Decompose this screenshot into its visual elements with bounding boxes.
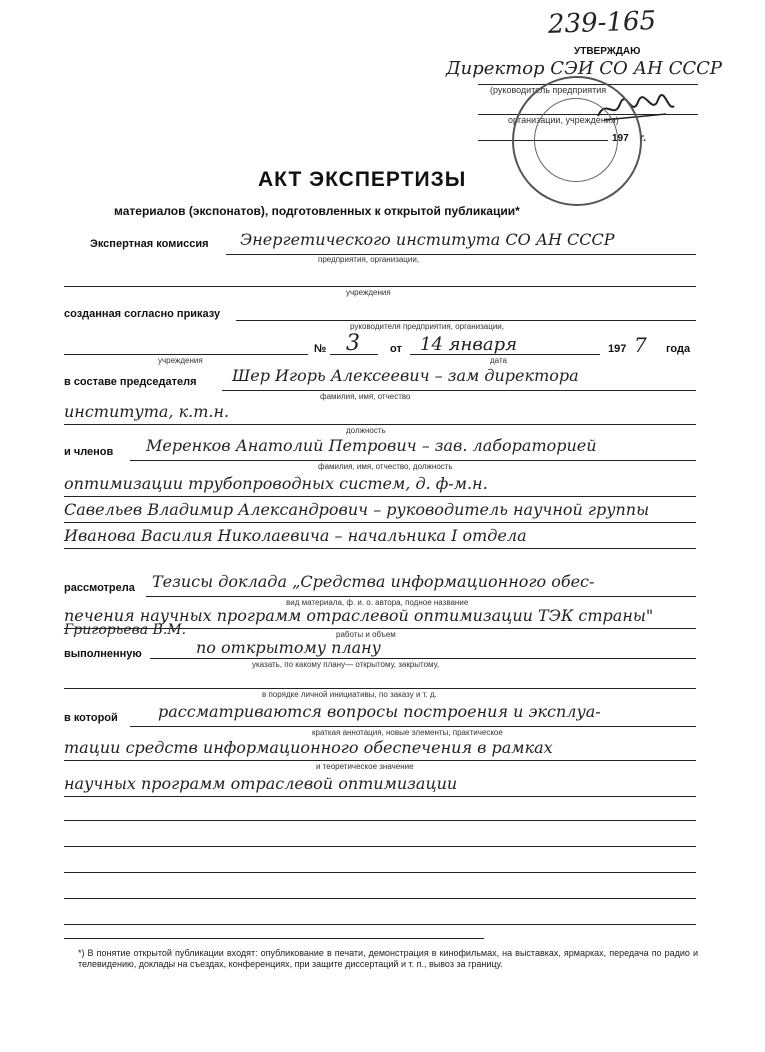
commission-line-2 bbox=[64, 286, 696, 287]
order-caption-inst: учреждения bbox=[158, 356, 203, 365]
order-number-sign: № bbox=[314, 343, 327, 355]
approval-year-prefix: 197 bbox=[612, 133, 629, 144]
commission-caption-2: учреждения bbox=[346, 288, 391, 297]
in-which-rule-2 bbox=[64, 760, 696, 761]
approval-caption-head: (руководитель предприятия bbox=[490, 85, 607, 95]
order-line-1 bbox=[236, 320, 696, 321]
blank-rule-2 bbox=[64, 846, 696, 847]
order-year-prefix: 197 bbox=[608, 343, 627, 355]
approval-caption-org: организации, учреждения) bbox=[508, 115, 619, 125]
commission-line-1 bbox=[226, 254, 696, 255]
registration-number: 239-165 bbox=[547, 6, 657, 40]
members-line-4: Иванова Василия Николаевича – начальника I отдела bbox=[64, 526, 527, 545]
members-rule-2 bbox=[64, 496, 696, 497]
commission-value: Энергетического института СО АН СССР bbox=[240, 230, 615, 249]
blank-rule-3 bbox=[64, 872, 696, 873]
approval-year-suffix: г. bbox=[640, 133, 646, 144]
in-which-line-3: научных программ отраслевой оптимизации bbox=[64, 774, 458, 793]
order-year-digit: 7 bbox=[634, 333, 647, 357]
members-line-1: Меренков Анатолий Петрович – зав. лабораторией bbox=[146, 436, 597, 455]
reviewed-line-3: Григорьева В.М. bbox=[64, 622, 187, 638]
in-which-label: в которой bbox=[64, 712, 118, 724]
round-seal-inner bbox=[534, 98, 618, 182]
reviewed-label: рассмотрела bbox=[64, 582, 135, 594]
order-from-label: от bbox=[390, 343, 402, 355]
members-rule-1 bbox=[130, 460, 696, 461]
performed-rule-1 bbox=[150, 658, 696, 659]
performed-caption-2: в порядке личной инициативы, по заказу и т. д. bbox=[262, 690, 437, 699]
performed-rule-2 bbox=[64, 688, 696, 689]
approval-label: УТВЕРЖДАЮ bbox=[574, 46, 641, 57]
chairman-caption: фамилия, имя, отчество bbox=[320, 392, 411, 401]
reviewed-caption-1: вид материала, ф. и. о. автора, подное название bbox=[286, 598, 469, 607]
reviewed-line-1: Тезисы доклада „Средства информационного обес- bbox=[152, 572, 595, 591]
in-which-rule-3 bbox=[64, 796, 696, 797]
commission-caption-1: предприятия, организации, bbox=[318, 255, 420, 264]
order-number-line bbox=[330, 354, 378, 355]
order-line-2 bbox=[64, 354, 308, 355]
footnote-separator bbox=[64, 938, 484, 939]
in-which-caption-1: краткая аннотация, новые элементы, практическое bbox=[312, 728, 503, 737]
members-rule-3 bbox=[64, 522, 696, 523]
document-subtitle: материалов (экспонатов), подготовленных к открытой публикации* bbox=[114, 204, 520, 218]
chairman-rule-2 bbox=[64, 424, 696, 425]
performed-value: по открытому плану bbox=[196, 638, 381, 657]
blank-rule-1 bbox=[64, 820, 696, 821]
commission-label: Экспертная комиссия bbox=[90, 238, 209, 250]
round-seal-icon bbox=[512, 76, 642, 206]
chairman-line-1: Шер Игорь Алексеевич – зам директора bbox=[232, 366, 579, 385]
in-which-line-1: рассматриваются вопросы построения и эксплуа- bbox=[158, 702, 601, 721]
in-which-caption-2: и теоретическое значение bbox=[316, 762, 414, 771]
members-rule-4 bbox=[64, 548, 696, 549]
order-date-caption: дата bbox=[490, 356, 507, 365]
order-date: 14 января bbox=[420, 334, 518, 355]
chairman-rule-1 bbox=[222, 390, 696, 391]
chairman-line-2: института, к.т.н. bbox=[64, 402, 230, 421]
blank-rule-5 bbox=[64, 924, 696, 925]
in-which-rule-1 bbox=[130, 726, 696, 727]
footnote: *) В понятие открытой публикации входят: опубликование в печати, демонстрация в кинофильмах, на выставках, ярмарках, передача по радио и телевидению, доклады на съездах, конференциях, при защите диссертаций и т. п., вывоз за границу. bbox=[78, 948, 698, 969]
order-year-label: года bbox=[666, 343, 691, 355]
reviewed-caption-2: работы и объем bbox=[336, 630, 396, 639]
in-which-line-2: тации средств информационного обеспечения в рамках bbox=[64, 738, 553, 757]
chairman-label: в составе председателя bbox=[64, 376, 197, 388]
order-caption-head: руководителя предприятия, организации, bbox=[350, 322, 504, 331]
document-title: АКТ ЭКСПЕРТИЗЫ bbox=[258, 168, 467, 191]
chairman-caption-2: должность bbox=[346, 426, 386, 435]
reviewed-rule-1 bbox=[146, 596, 696, 597]
members-line-2: оптимизации трубопроводных систем, д. ф-м.н. bbox=[64, 474, 488, 493]
members-label: и членов bbox=[64, 446, 114, 458]
order-date-line bbox=[410, 354, 600, 355]
performed-caption-1: указать, по какому плану— открытому, закрытому, bbox=[252, 660, 440, 669]
order-label: созданная согласно приказу bbox=[64, 308, 221, 320]
blank-rule-4 bbox=[64, 898, 696, 899]
members-line-3: Савельев Владимир Александрович – руководитель научной группы bbox=[64, 500, 650, 519]
reviewed-line-2: печения научных программ отраслевой оптимизации ТЭК страны" bbox=[64, 606, 654, 625]
members-caption: фамилия, имя, отчество, должность bbox=[318, 462, 453, 471]
performed-label: выполненную bbox=[64, 648, 142, 660]
order-number: 3 bbox=[346, 331, 360, 356]
approval-signer: Директор СЭИ СО АН СССР bbox=[446, 58, 722, 79]
